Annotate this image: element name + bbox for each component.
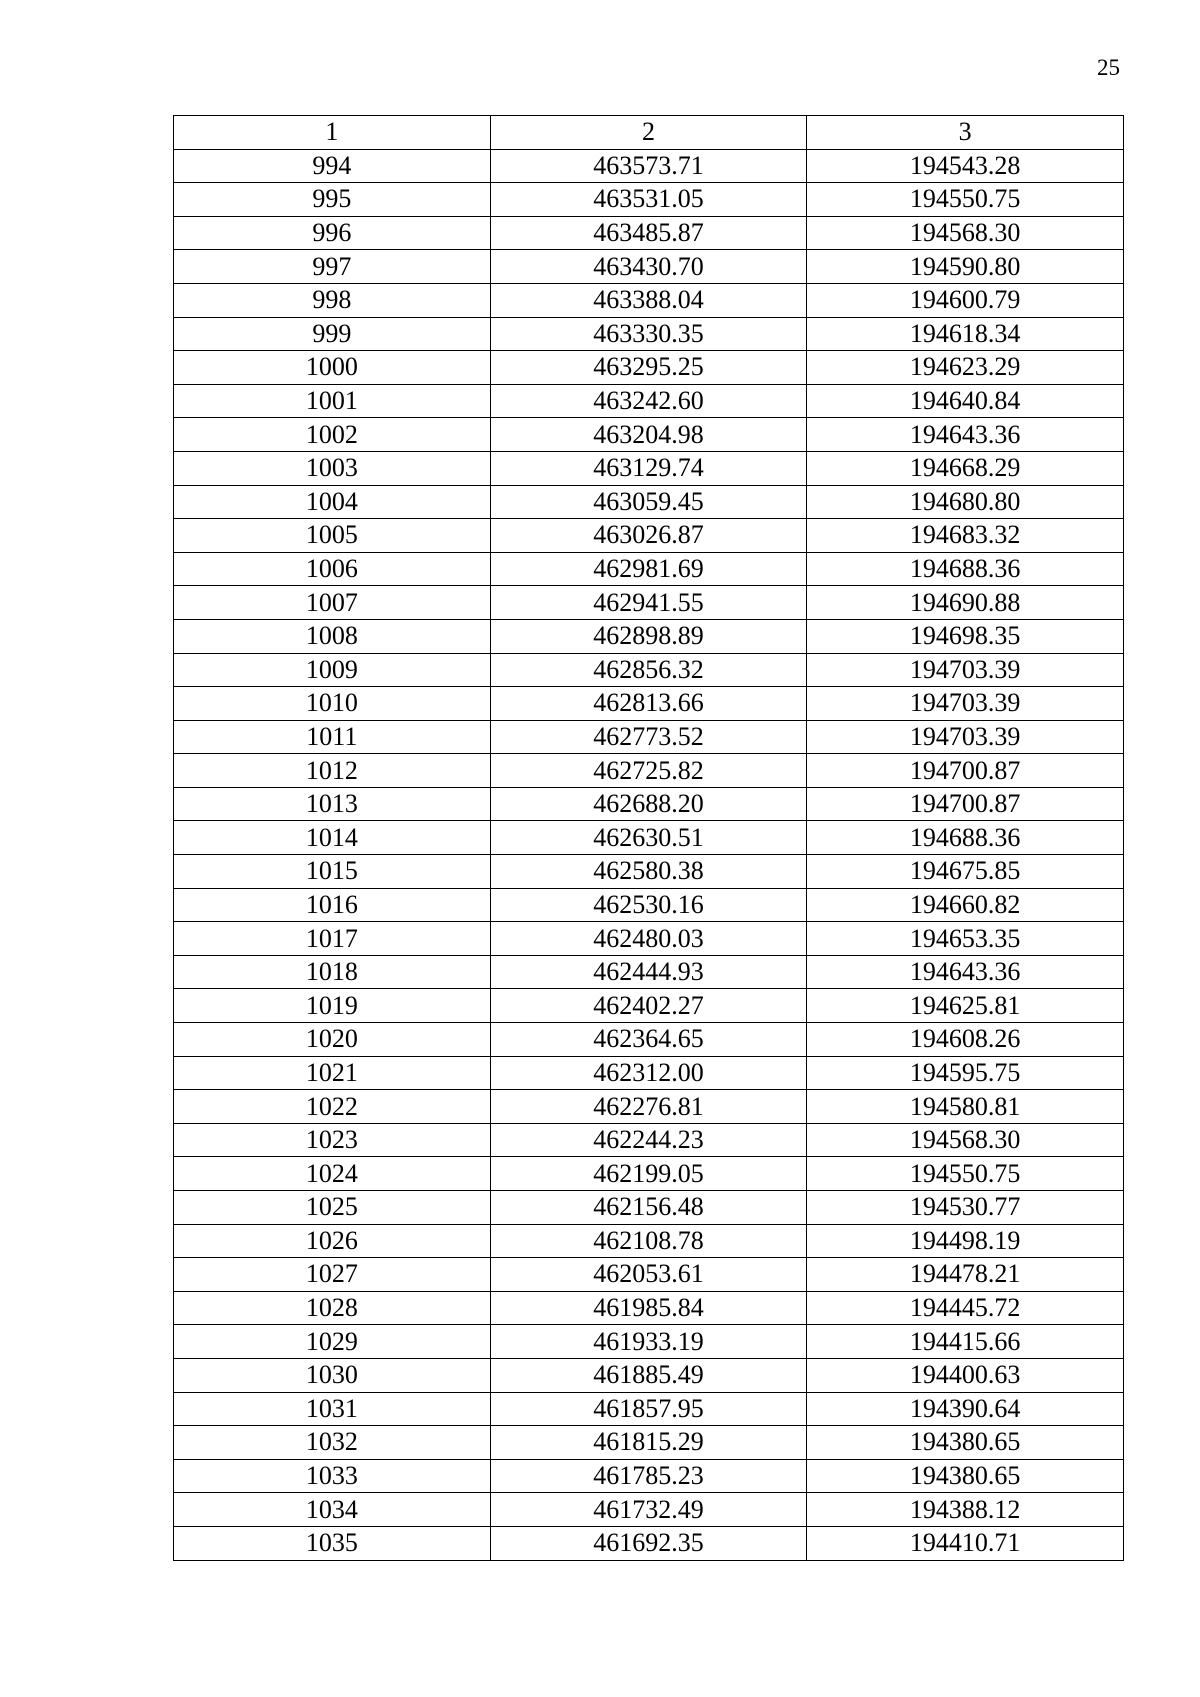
coordinate-x-cell: 462053.61 (490, 1258, 807, 1292)
point-number-cell: 1033 (174, 1459, 491, 1493)
table-row (174, 1459, 1124, 1493)
point-number-cell: 1002 (174, 418, 491, 452)
coordinate-y-cell: 194400.63 (807, 1358, 1124, 1392)
coordinate-y-cell: 194445.72 (807, 1291, 1124, 1325)
coordinate-x-cell: 462199.05 (490, 1157, 807, 1191)
table-row (174, 787, 1124, 821)
coordinate-y-cell: 194675.85 (807, 855, 1124, 889)
coordinate-y-cell: 194690.88 (807, 586, 1124, 620)
coordinate-y-cell: 194623.29 (807, 351, 1124, 385)
table-row (174, 1526, 1124, 1560)
table-row (174, 888, 1124, 922)
coordinate-y-cell: 194530.77 (807, 1191, 1124, 1225)
table-row (174, 989, 1124, 1023)
point-number-cell: 1020 (174, 1023, 491, 1057)
coordinate-y-cell: 194608.26 (807, 1023, 1124, 1057)
table-row (174, 418, 1124, 452)
coordinate-x-cell: 462773.52 (490, 720, 807, 754)
point-number-cell: 1031 (174, 1392, 491, 1426)
point-number-cell: 1019 (174, 989, 491, 1023)
table-row (174, 720, 1124, 754)
coordinate-x-cell: 463430.70 (490, 250, 807, 284)
point-number-cell: 1035 (174, 1526, 491, 1560)
coordinate-y-cell: 194668.29 (807, 451, 1124, 485)
coordinate-x-cell: 462244.23 (490, 1123, 807, 1157)
coordinate-y-cell: 194618.34 (807, 317, 1124, 351)
coordinate-y-cell: 194660.82 (807, 888, 1124, 922)
table-row (174, 1224, 1124, 1258)
coordinate-x-cell: 462156.48 (490, 1191, 807, 1225)
point-number-cell: 1022 (174, 1090, 491, 1124)
table-row (174, 250, 1124, 284)
coordinate-x-cell: 462981.69 (490, 552, 807, 586)
table-row (174, 1358, 1124, 1392)
point-number-cell: 1005 (174, 519, 491, 553)
point-number-cell: 1018 (174, 955, 491, 989)
point-number-cell: 1010 (174, 687, 491, 721)
point-number-cell: 1028 (174, 1291, 491, 1325)
table-row (174, 317, 1124, 351)
point-number-cell: 998 (174, 283, 491, 317)
page-number: 25 (1097, 55, 1120, 80)
coordinate-y-cell: 194590.80 (807, 250, 1124, 284)
coordinate-x-cell: 463388.04 (490, 283, 807, 317)
coordinate-x-cell: 462276.81 (490, 1090, 807, 1124)
table-row (174, 1291, 1124, 1325)
coordinate-y-cell: 194683.32 (807, 519, 1124, 553)
coordinate-y-cell: 194600.79 (807, 283, 1124, 317)
point-number-cell: 1014 (174, 821, 491, 855)
table-body (174, 149, 1124, 1560)
coordinate-x-cell: 463573.71 (490, 149, 807, 183)
table-header-row (174, 116, 1124, 150)
coordinate-y-cell: 194643.36 (807, 955, 1124, 989)
table-row (174, 1090, 1124, 1124)
coordinate-x-cell: 462898.89 (490, 619, 807, 653)
table-row (174, 922, 1124, 956)
coordinate-x-cell: 463026.87 (490, 519, 807, 553)
coordinate-x-cell: 462630.51 (490, 821, 807, 855)
coordinate-y-cell: 194550.75 (807, 183, 1124, 217)
table-row (174, 1157, 1124, 1191)
point-number-cell: 994 (174, 149, 491, 183)
coordinate-x-cell: 463531.05 (490, 183, 807, 217)
coordinate-x-cell: 463295.25 (490, 351, 807, 385)
table-row (174, 955, 1124, 989)
coordinate-x-cell: 462941.55 (490, 586, 807, 620)
point-number-cell: 1021 (174, 1056, 491, 1090)
coordinate-y-cell: 194703.39 (807, 653, 1124, 687)
point-number-cell: 996 (174, 216, 491, 250)
coordinate-y-cell: 194380.65 (807, 1426, 1124, 1460)
table-row (174, 451, 1124, 485)
table-row (174, 754, 1124, 788)
header-cell-2: 2 (490, 116, 807, 150)
point-number-cell: 1023 (174, 1123, 491, 1157)
coordinate-x-cell: 461692.35 (490, 1526, 807, 1560)
coordinate-x-cell: 461785.23 (490, 1459, 807, 1493)
coordinate-x-cell: 461933.19 (490, 1325, 807, 1359)
header-cell-1: 1 (174, 116, 491, 150)
table-row (174, 619, 1124, 653)
table-row (174, 384, 1124, 418)
table-row (174, 485, 1124, 519)
table-row (174, 1426, 1124, 1460)
point-number-cell: 995 (174, 183, 491, 217)
table-row (174, 586, 1124, 620)
point-number-cell: 1008 (174, 619, 491, 653)
coordinate-y-cell: 194700.87 (807, 754, 1124, 788)
coordinate-x-cell: 462108.78 (490, 1224, 807, 1258)
table-row (174, 1392, 1124, 1426)
point-number-cell: 1016 (174, 888, 491, 922)
point-number-cell: 1025 (174, 1191, 491, 1225)
coordinate-y-cell: 194703.39 (807, 687, 1124, 721)
coordinate-x-cell: 461885.49 (490, 1358, 807, 1392)
point-number-cell: 997 (174, 250, 491, 284)
table-row (174, 821, 1124, 855)
coordinate-x-cell: 463059.45 (490, 485, 807, 519)
point-number-cell: 1024 (174, 1157, 491, 1191)
coordinate-x-cell: 463204.98 (490, 418, 807, 452)
coordinate-y-cell: 194680.80 (807, 485, 1124, 519)
table-row (174, 283, 1124, 317)
table-row (174, 1258, 1124, 1292)
coordinate-x-cell: 463330.35 (490, 317, 807, 351)
point-number-cell: 1003 (174, 451, 491, 485)
coordinate-y-cell: 194390.64 (807, 1392, 1124, 1426)
coordinate-y-cell: 194700.87 (807, 787, 1124, 821)
table-header (174, 116, 1124, 150)
table-row (174, 1056, 1124, 1090)
point-number-cell: 1006 (174, 552, 491, 586)
header-cell-3: 3 (807, 116, 1124, 150)
table-row (174, 653, 1124, 687)
coordinate-x-cell: 462364.65 (490, 1023, 807, 1057)
coordinate-x-cell: 461732.49 (490, 1493, 807, 1527)
table-row (174, 1325, 1124, 1359)
point-number-cell: 1011 (174, 720, 491, 754)
coordinate-x-cell: 462813.66 (490, 687, 807, 721)
point-number-cell: 1001 (174, 384, 491, 418)
coordinate-y-cell: 194415.66 (807, 1325, 1124, 1359)
coordinate-x-cell: 463485.87 (490, 216, 807, 250)
coordinate-x-cell: 462580.38 (490, 855, 807, 889)
coordinate-x-cell: 462312.00 (490, 1056, 807, 1090)
coordinate-y-cell: 194550.75 (807, 1157, 1124, 1191)
coordinate-y-cell: 194388.12 (807, 1493, 1124, 1527)
point-number-cell: 1034 (174, 1493, 491, 1527)
coordinate-x-cell: 462530.16 (490, 888, 807, 922)
point-number-cell: 1015 (174, 855, 491, 889)
coordinate-y-cell: 194580.81 (807, 1090, 1124, 1124)
coordinate-y-cell: 194568.30 (807, 216, 1124, 250)
table-row (174, 1191, 1124, 1225)
coordinate-y-cell: 194643.36 (807, 418, 1124, 452)
coordinate-y-cell: 194640.84 (807, 384, 1124, 418)
coordinate-x-cell: 462480.03 (490, 922, 807, 956)
table-row (174, 1123, 1124, 1157)
coordinate-y-cell: 194625.81 (807, 989, 1124, 1023)
table-row (174, 149, 1124, 183)
coordinate-y-cell: 194703.39 (807, 720, 1124, 754)
point-number-cell: 1009 (174, 653, 491, 687)
coordinate-y-cell: 194543.28 (807, 149, 1124, 183)
point-number-cell: 1029 (174, 1325, 491, 1359)
coordinate-x-cell: 461815.29 (490, 1426, 807, 1460)
table-row (174, 1023, 1124, 1057)
coordinate-y-cell: 194698.35 (807, 619, 1124, 653)
coordinate-x-cell: 462444.93 (490, 955, 807, 989)
coordinate-y-cell: 194410.71 (807, 1526, 1124, 1560)
point-number-cell: 1017 (174, 922, 491, 956)
point-number-cell: 1004 (174, 485, 491, 519)
coordinate-y-cell: 194380.65 (807, 1459, 1124, 1493)
coordinate-y-cell: 194478.21 (807, 1258, 1124, 1292)
table-row (174, 552, 1124, 586)
table-row (174, 183, 1124, 217)
point-number-cell: 1027 (174, 1258, 491, 1292)
coordinate-x-cell: 462688.20 (490, 787, 807, 821)
point-number-cell: 1026 (174, 1224, 491, 1258)
point-number-cell: 1013 (174, 787, 491, 821)
coordinate-y-cell: 194595.75 (807, 1056, 1124, 1090)
coordinate-y-cell: 194688.36 (807, 552, 1124, 586)
coordinate-y-cell: 194498.19 (807, 1224, 1124, 1258)
coordinates-table (173, 115, 1124, 1561)
coordinate-x-cell: 462402.27 (490, 989, 807, 1023)
point-number-cell: 1012 (174, 754, 491, 788)
coordinate-x-cell: 461857.95 (490, 1392, 807, 1426)
coordinate-x-cell: 462856.32 (490, 653, 807, 687)
point-number-cell: 999 (174, 317, 491, 351)
coordinate-x-cell: 462725.82 (490, 754, 807, 788)
coordinate-x-cell: 461985.84 (490, 1291, 807, 1325)
point-number-cell: 1007 (174, 586, 491, 620)
coordinate-y-cell: 194568.30 (807, 1123, 1124, 1157)
coordinate-y-cell: 194653.35 (807, 922, 1124, 956)
coordinate-x-cell: 463129.74 (490, 451, 807, 485)
table-row (174, 687, 1124, 721)
coordinate-x-cell: 463242.60 (490, 384, 807, 418)
table-row (174, 216, 1124, 250)
point-number-cell: 1032 (174, 1426, 491, 1460)
table-row (174, 855, 1124, 889)
coordinate-y-cell: 194688.36 (807, 821, 1124, 855)
table-row (174, 519, 1124, 553)
table-row (174, 351, 1124, 385)
point-number-cell: 1030 (174, 1358, 491, 1392)
point-number-cell: 1000 (174, 351, 491, 385)
table-row (174, 1493, 1124, 1527)
